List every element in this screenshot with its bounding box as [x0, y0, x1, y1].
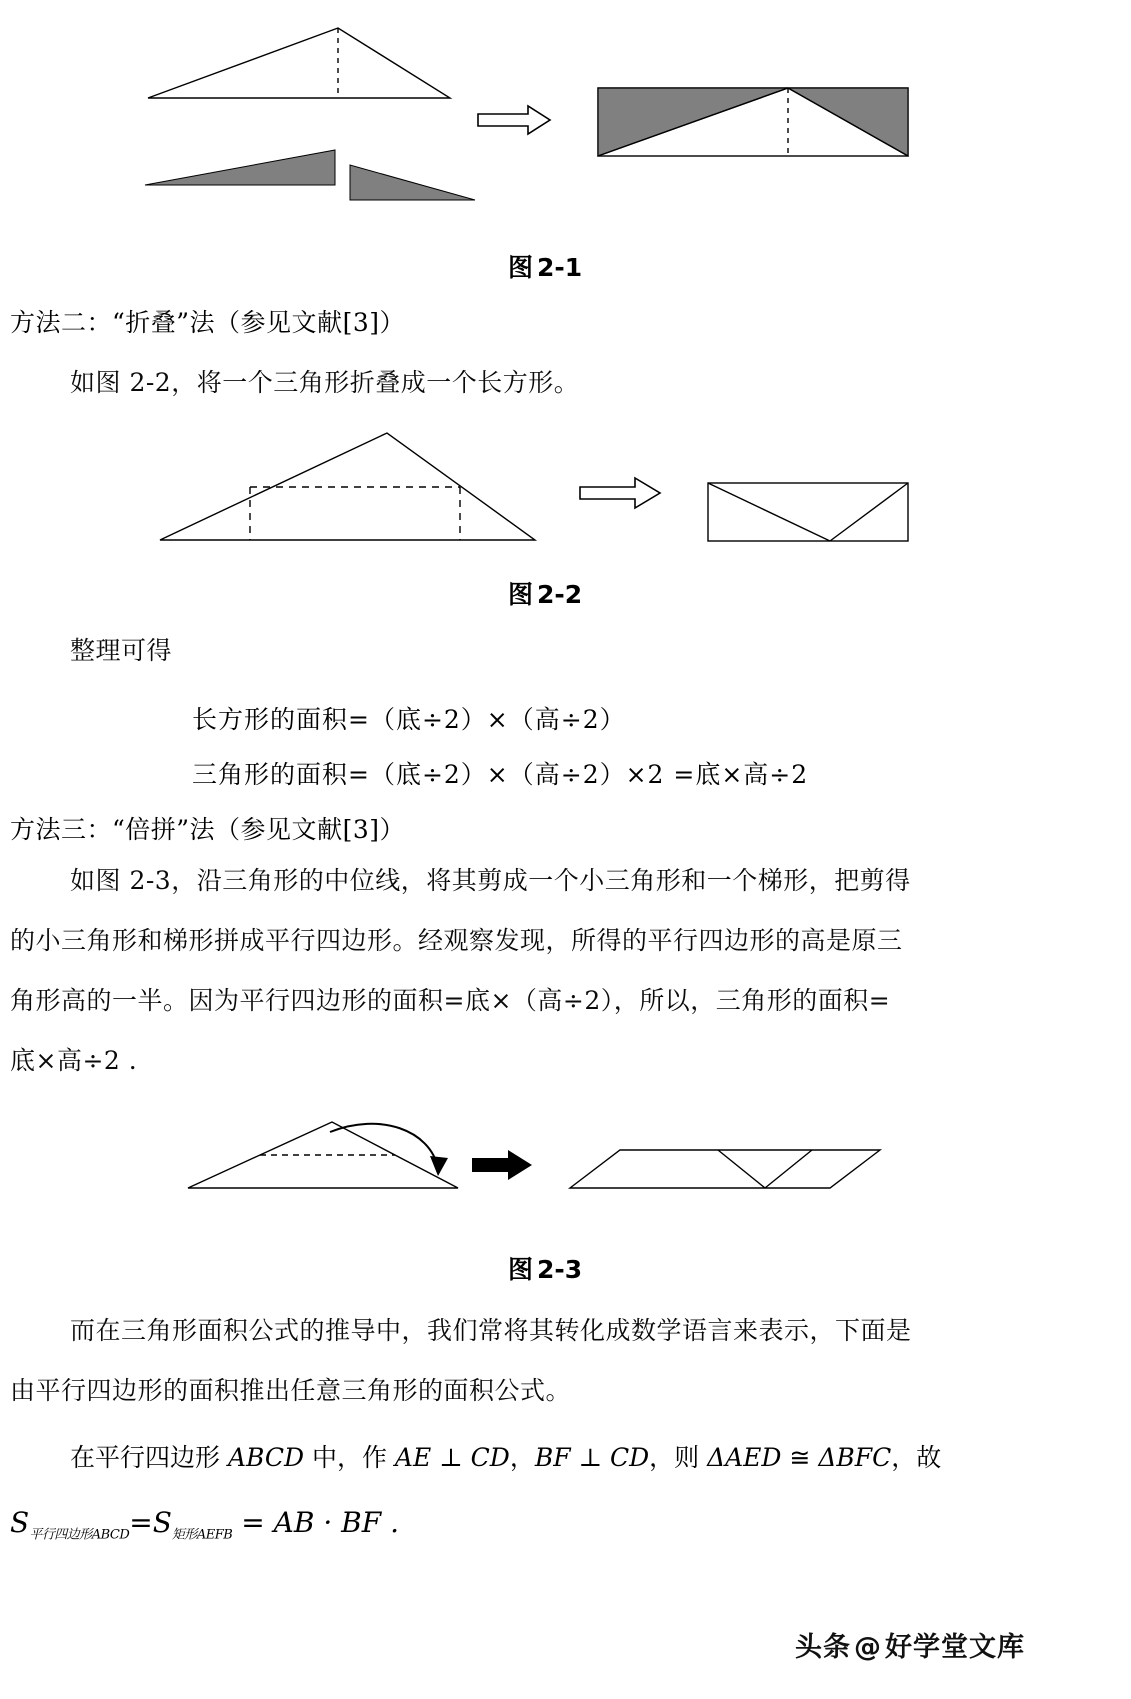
fig1-shaded-piece-right	[350, 165, 475, 200]
figure-2-2-caption-label: 图	[508, 580, 534, 609]
figure-2-2-caption-number: 2-2	[537, 580, 583, 609]
area-equals-2: =	[241, 1506, 265, 1539]
fig1-arrow-icon	[478, 106, 550, 134]
proof-perp-ae-cd: AE ⊥ CD	[394, 1443, 510, 1472]
figure-2-1-svg	[120, 10, 960, 235]
figure-2-3-caption-number: 2-3	[537, 1255, 583, 1284]
fig3-arrow-icon	[472, 1150, 532, 1180]
method-2-heading: 方法二：“折叠”法（参见文献[3]）	[10, 308, 405, 337]
proof-triangle-aed: ΔAED	[707, 1443, 782, 1472]
area-s1: S	[10, 1506, 30, 1539]
fig2-arrow-icon	[580, 478, 660, 508]
figure-2-3-caption	[508, 1250, 582, 1286]
watermark-at-symbol: @	[854, 1632, 882, 1663]
proof-statement	[70, 1438, 941, 1474]
method-3-heading: 方法三：“倍拼”法（参见文献[3]）	[10, 815, 405, 844]
formula-triangle-area: 三角形的面积=（底÷2）×（高÷2）×2 =底×高÷2	[192, 760, 809, 789]
method-3-para-line-4: 底×高÷2 .	[10, 1046, 138, 1075]
figure-2-3-svg	[180, 1110, 900, 1210]
area-s2-subscript: 矩形AEFB	[171, 1527, 233, 1543]
figure-2-2-svg	[140, 425, 970, 560]
area-s1-subscript: 平行四边形ABCD	[29, 1527, 130, 1543]
area-equals-1: =	[129, 1506, 153, 1539]
proof-perp-bf-cd: BF ⊥ CD	[534, 1443, 650, 1472]
fig2-result-rectangle	[708, 483, 908, 541]
fig3-result-parallelogram	[570, 1150, 880, 1188]
closing-para-line-2: 由平行四边形的面积推出任意三角形的面积公式。	[10, 1376, 572, 1405]
fig1-result-rectangle	[598, 88, 908, 156]
fig1-shaded-piece-left	[145, 150, 335, 185]
fig3-triangle	[188, 1122, 458, 1188]
proof-prefix: 在平行四边形	[70, 1443, 228, 1472]
figure-2-2-caption	[508, 575, 582, 611]
method-3-para-line-1: 如图 2-3，沿三角形的中位线，将其剪成一个小三角形和一个梯形，把剪得	[70, 866, 911, 895]
fig3-rotate-arrow-icon	[330, 1124, 438, 1168]
area-s2: S	[152, 1506, 172, 1539]
figure-2-3	[180, 1110, 900, 1210]
figure-2-1-caption-label: 图	[508, 253, 534, 282]
proof-congruent-symbol: ≅	[781, 1443, 819, 1472]
watermark	[795, 1625, 1025, 1664]
figure-2-3-caption-label: 图	[508, 1255, 534, 1284]
area-period: .	[390, 1506, 399, 1539]
proof-quad-abcd: ABCD	[227, 1443, 305, 1472]
fig3-rotate-arrowhead-icon	[430, 1156, 448, 1176]
proof-mid1: 中，作	[304, 1443, 395, 1472]
proof-triangle-bfc: ΔBFC	[818, 1443, 892, 1472]
proof-suffix: ，故	[891, 1443, 942, 1472]
formula-rectangle-area: 长方形的面积=（底÷2）×（高÷2）	[192, 705, 626, 734]
proof-mid2: ，	[509, 1443, 535, 1472]
method-2-intro: 如图 2-2，将一个三角形折叠成一个长方形。	[70, 368, 580, 397]
proof-mid3: ，则	[649, 1443, 708, 1472]
figure-2-1	[120, 10, 960, 235]
figure-2-2	[140, 425, 970, 560]
area-identity	[10, 1506, 399, 1543]
tidy-label: 整理可得	[70, 636, 173, 665]
method-3-para-line-3: 角形高的一半。因为平行四边形的面积=底×（高÷2），所以，三角形的面积=	[10, 986, 891, 1015]
closing-para-line-1: 而在三角形面积公式的推导中，我们常将其转化成数学语言来表示，下面是	[70, 1316, 912, 1345]
method-3-para-line-2: 的小三角形和梯形拼成平行四边形。经观察发现，所得的平行四边形的高是原三	[10, 926, 903, 955]
figure-2-1-caption-number: 2-1	[537, 253, 583, 282]
figure-2-1-caption	[508, 248, 582, 284]
watermark-account: 好学堂文库	[885, 1632, 1025, 1663]
area-product: AB · BF	[273, 1506, 382, 1539]
watermark-platform: 头条	[795, 1632, 851, 1663]
fig1-original-triangle	[148, 28, 450, 98]
